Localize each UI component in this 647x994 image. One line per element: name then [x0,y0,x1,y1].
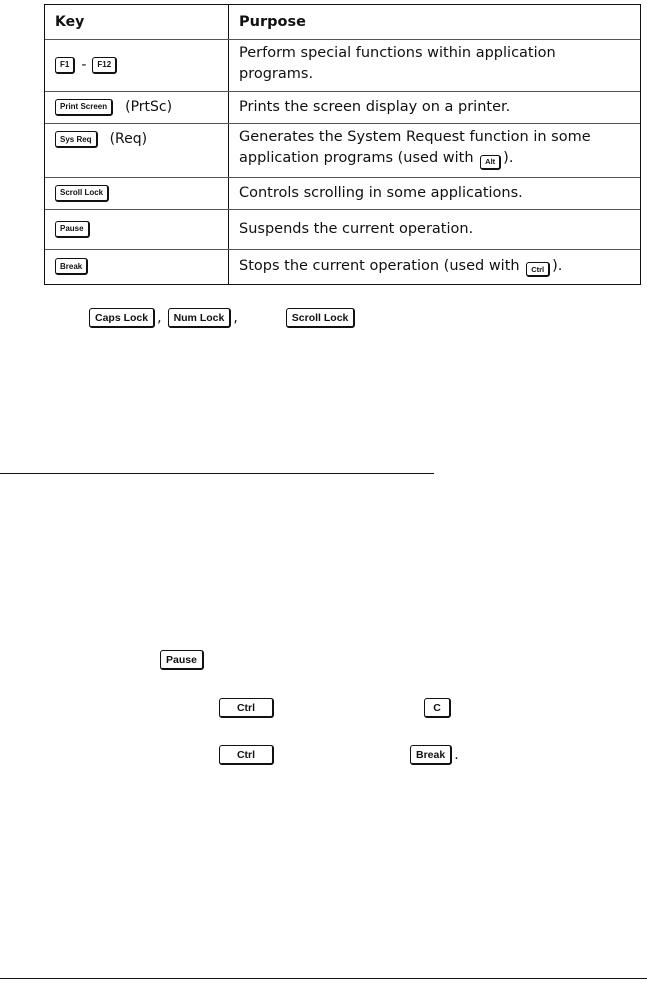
scroll-lock-key: Scroll Lock [55,185,109,202]
section-rule [0,473,434,474]
num-lock-key: Num Lock [168,308,232,328]
lock-keys-line [89,308,355,328]
scroll-lock-key: Scroll Lock [286,308,356,328]
purpose-cell: Suspends the current operation. [239,220,474,237]
header-purpose: Purpose [239,13,306,30]
ctrl-key: Ctrl [219,745,274,765]
sentence-period: . [454,747,459,763]
footer-rule [0,978,647,979]
print-screen-key: Print Screen [55,99,113,116]
purpose-text-end: ). [503,150,514,166]
purpose-cell: Prints the screen display on a printer. [239,98,511,115]
purpose-text: Generates the System Request function in some application programs (used with [239,129,591,166]
table-header-row [45,5,640,40]
key-cell [55,177,109,209]
key-abbreviation: (PrtSc) [125,99,173,115]
key-cell [55,91,172,123]
c-key: C [424,698,451,718]
pause-key: Pause [160,650,204,670]
table-row [45,91,640,124]
ctrl-key: Ctrl [219,698,274,718]
key-abbreviation: (Req) [109,131,148,147]
f1-key: F1 [55,57,75,74]
purpose-text: Stops the current operation (used with [239,257,520,274]
break-key: Break [410,745,452,765]
sys-req-key: Sys Req [55,131,98,148]
alt-key: Alt [480,155,501,170]
comma-separator: , [233,310,238,326]
caps-lock-key: Caps Lock [89,308,155,328]
pause-key-line [160,650,204,670]
key-cell [55,39,117,91]
break-key: Break [55,258,88,275]
pause-key: Pause [55,221,90,238]
purpose-cell: Controls scrolling in some applications. [239,184,523,201]
comma-separator: , [157,310,162,326]
ctrl-break-line [219,745,459,765]
table-row [45,123,640,178]
purpose-cell [239,123,632,177]
key-cell [55,249,88,284]
ctrl-key: Ctrl [526,262,550,277]
table-row [45,39,640,92]
key-function-table [44,4,641,285]
purpose-text-end: ). [552,257,563,274]
purpose-cell [239,249,632,284]
table-row [45,177,640,210]
table-row [45,249,640,284]
table-row [45,209,640,250]
key-cell [55,123,147,177]
ctrl-c-line [219,698,451,718]
purpose-cell: Perform special functions within application programs. [239,45,556,82]
range-dash: - [81,57,87,73]
f12-key: F12 [92,57,117,74]
header-key: Key [55,14,85,30]
key-cell [55,209,90,249]
